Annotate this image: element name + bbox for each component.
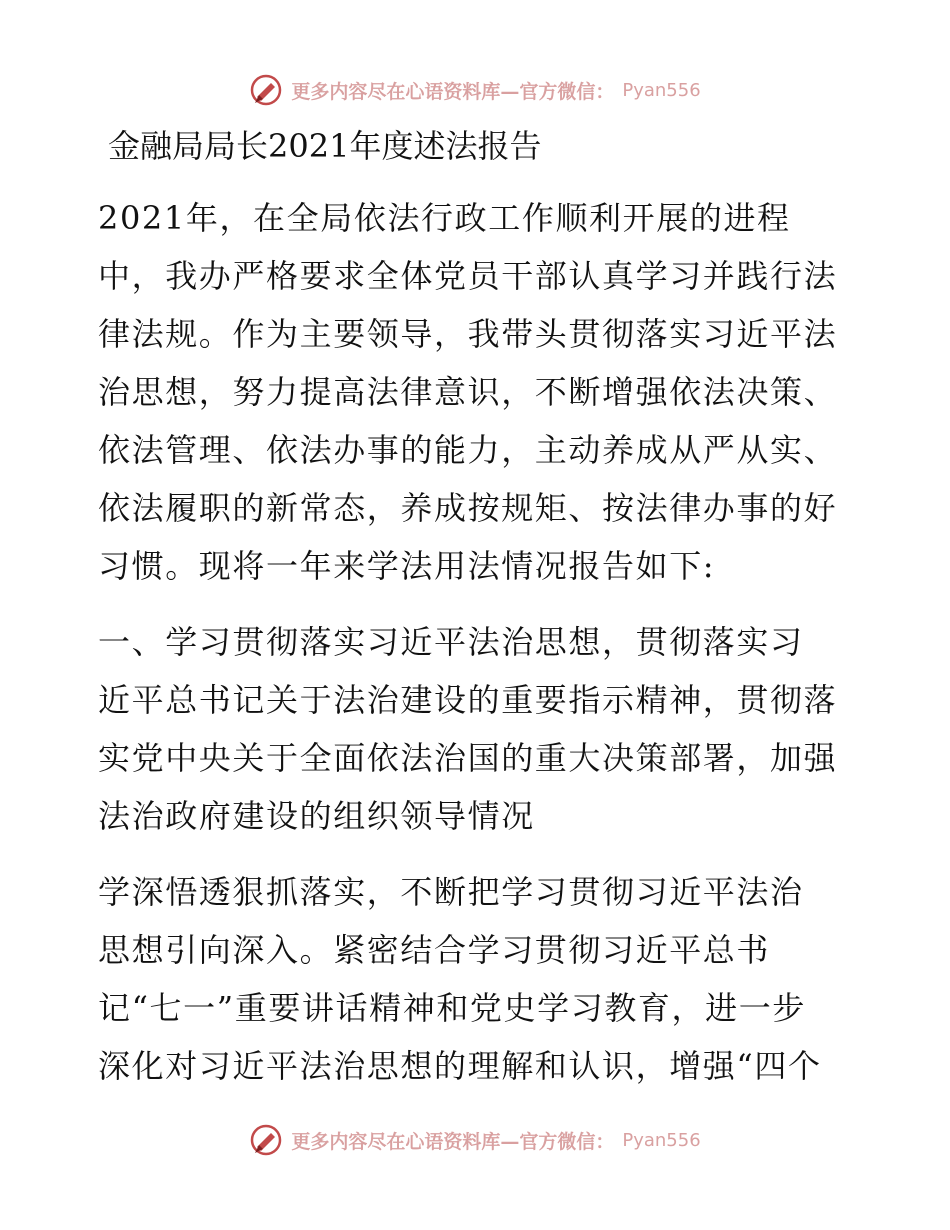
body-line: 记“七一”重要讲话精神和党史学习教育，进一步: [98, 989, 806, 1027]
body-line: 一、学习贯彻落实习近平法治思想，贯彻落实习: [98, 623, 804, 661]
body-line: 思想引向深入。紧密结合学习贯彻习近平总书: [98, 931, 771, 969]
watermark-footer: [0, 1120, 950, 1160]
body-line: 律法规。作为主要领导，我带头贯彻落实习近平法: [98, 315, 838, 353]
body-line: 习惯。现将一年来学法用法情况报告如下:: [98, 547, 716, 585]
body-line: 法治政府建设的组织领导情况: [98, 797, 535, 835]
body-line: 中，我办严格要求全体党员干部认真学习并践行法: [98, 257, 838, 295]
watermark-header: [0, 70, 950, 110]
body-line: 治思想，努力提高法律意识，不断增强依法决策、: [98, 373, 838, 411]
body-line: 依法管理、依法办事的能力，主动养成从严从实、: [98, 431, 838, 469]
body-line: 实党中央关于全面依法治国的重大决策部署，加强: [98, 739, 838, 777]
document-title: 金融局局长2021年度述法报告: [108, 127, 542, 165]
watermark-wechat-id: Pyan556: [622, 79, 701, 101]
pen-logo-icon: [249, 1123, 283, 1157]
body-line: 近平总书记关于法治建设的重要指示精神，贯彻落: [98, 681, 838, 719]
watermark-text: 更多内容尽在心语资料库—官方微信：: [291, 80, 615, 103]
watermark-text: 更多内容尽在心语资料库—官方微信：: [291, 1130, 615, 1153]
pen-logo-icon: [249, 73, 283, 107]
body-line: 深化对习近平法治思想的理解和认识，增强“四个: [98, 1047, 822, 1085]
body-line: 依法履职的新常态，养成按规矩、按法律办事的好: [98, 489, 838, 527]
body-line: 2021年，在全局依法行政工作顺利开展的进程: [98, 199, 791, 237]
body-line: 学深悟透狠抓落实，不断把学习贯彻习近平法治: [98, 873, 804, 911]
watermark-wechat-id: Pyan556: [622, 1129, 701, 1151]
